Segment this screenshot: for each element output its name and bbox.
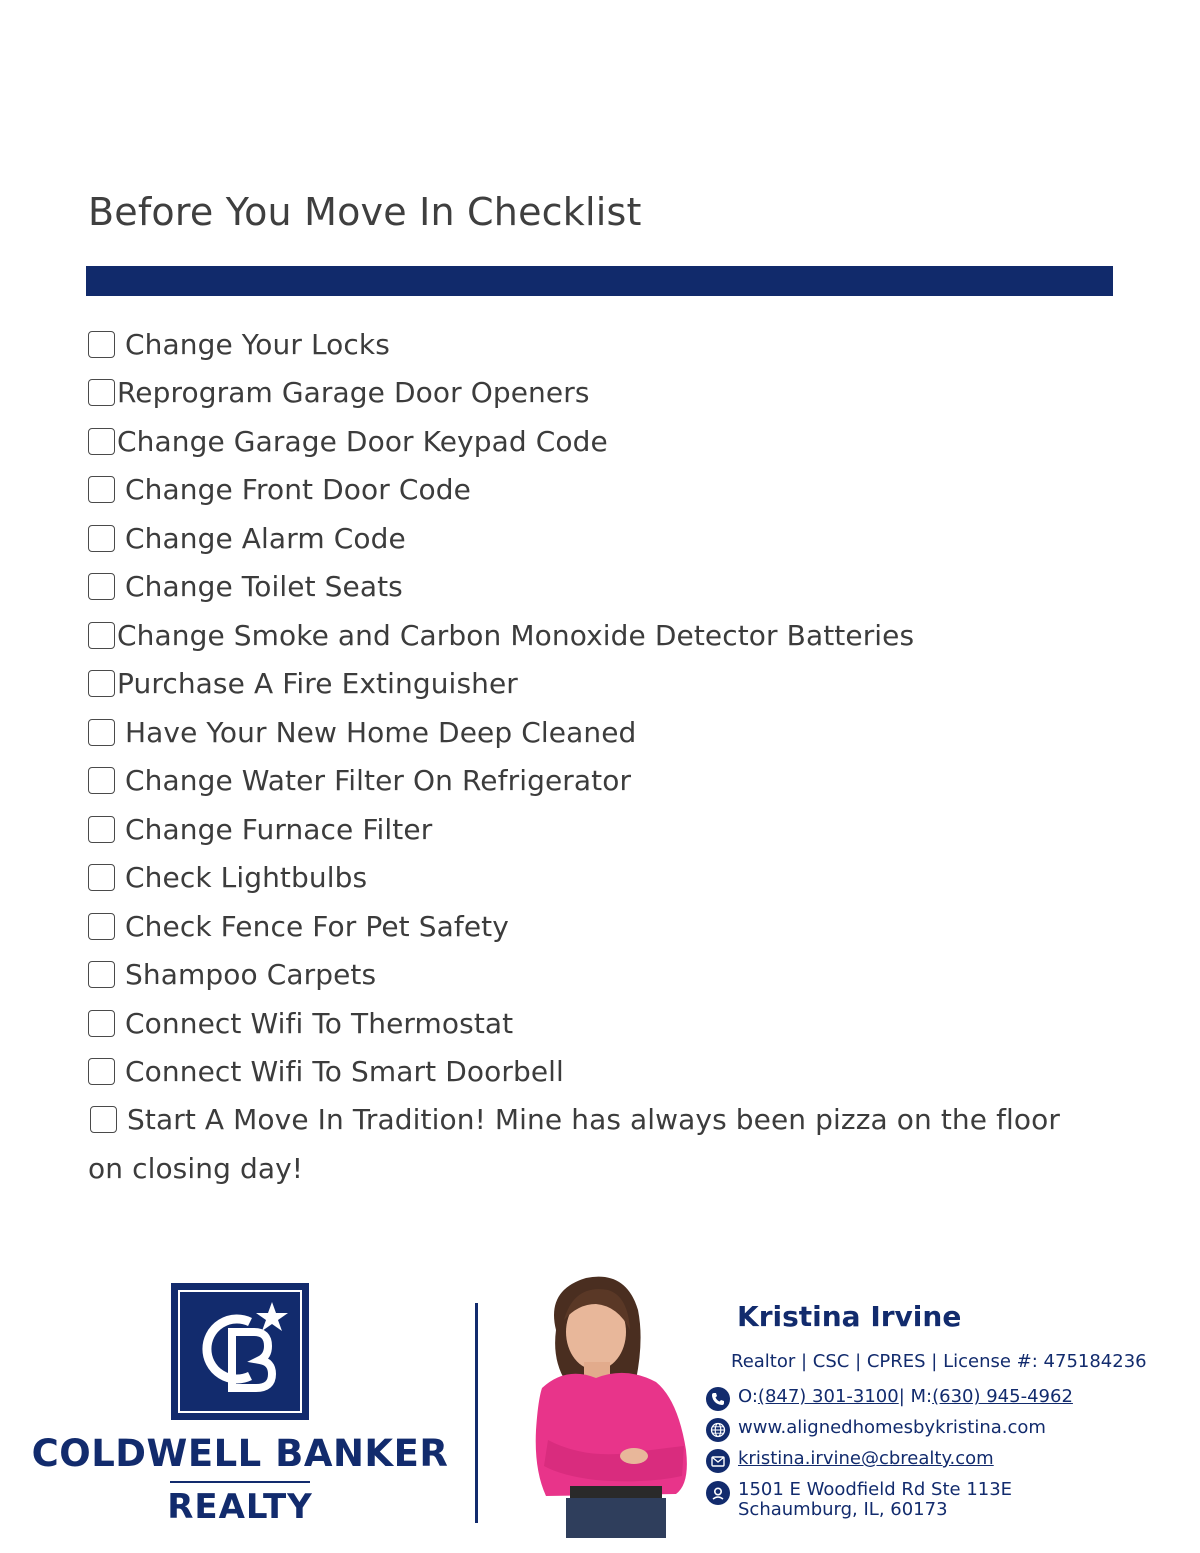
checklist-item-label: Check Lightbulbs: [125, 861, 368, 895]
checklist-item[interactable]: [88, 951, 1128, 1000]
checkbox[interactable]: [88, 525, 115, 552]
checkbox[interactable]: [88, 864, 115, 891]
agent-credentials: Realtor | CSC | CPRES | License #: 475184236: [731, 1351, 1147, 1372]
checklist-item[interactable]: [88, 757, 1128, 806]
checklist-item-label: Purchase A Fire Extinguisher: [117, 667, 518, 701]
checklist-item-label: Change Toilet Seats: [125, 570, 403, 604]
address-row: [706, 1480, 1012, 1520]
mobile-prefix: | M:: [898, 1386, 933, 1407]
agent-photo: [526, 1270, 696, 1538]
checkbox[interactable]: [88, 767, 115, 794]
brand-name: COLDWELL BANKER: [31, 1432, 449, 1475]
address-line1: 1501 E Woodfield Rd Ste 113E: [738, 1479, 1013, 1500]
checkbox[interactable]: [88, 1058, 115, 1085]
checklist-item[interactable]: [88, 466, 1128, 515]
checkbox[interactable]: [88, 573, 115, 600]
checklist-item[interactable]: [88, 854, 1128, 903]
checkbox[interactable]: [88, 331, 115, 358]
checkbox[interactable]: [88, 428, 115, 455]
checkbox[interactable]: [88, 719, 115, 746]
checkbox[interactable]: [88, 622, 115, 649]
checkbox[interactable]: [88, 379, 115, 406]
checkbox[interactable]: [88, 816, 115, 843]
page-title: Before You Move In Checklist: [88, 190, 642, 234]
checklist-item[interactable]: [88, 708, 1128, 757]
website-link[interactable]: www.alignedhomesbykristina.com: [738, 1417, 1046, 1438]
phone-row: [706, 1386, 1073, 1411]
checklist-item-label: Change Furnace Filter: [125, 812, 433, 846]
checkbox[interactable]: [88, 670, 115, 697]
globe-icon: [706, 1418, 730, 1442]
checklist-item-label: Change Your Locks: [125, 327, 390, 361]
email-link[interactable]: kristina.irvine@cbrealty.com: [738, 1448, 994, 1469]
address-line2: Schaumburg, IL, 60173: [738, 1499, 948, 1520]
checklist-item-label: Change Garage Door Keypad Code: [117, 424, 608, 458]
phone-icon: [706, 1387, 730, 1411]
checkbox[interactable]: [88, 961, 115, 988]
checklist-item[interactable]: [88, 369, 1128, 418]
checklist-item[interactable]: [88, 999, 1128, 1048]
checklist-item-label: Connect Wifi To Smart Doorbell: [125, 1055, 564, 1089]
checklist-item-label: Have Your New Home Deep Cleaned: [125, 715, 637, 749]
checklist-item-label: Check Fence For Pet Safety: [125, 909, 509, 943]
checklist-item-label: Change Alarm Code: [125, 521, 406, 555]
footer-divider: [475, 1303, 478, 1523]
agent-name: Kristina Irvine: [737, 1300, 962, 1333]
location-pin-icon: [706, 1481, 730, 1505]
website-row: [706, 1417, 1046, 1442]
checklist-item-label: Start A Move In Tradition! Mine has always been pizza on the floor: [127, 1103, 1060, 1136]
checklist-item[interactable]: [88, 902, 1128, 951]
move-in-checklist: [88, 320, 1128, 1185]
mobile-phone-link[interactable]: (630) 945-4962: [932, 1386, 1073, 1407]
mail-icon: [706, 1449, 730, 1473]
checklist-item[interactable]: [88, 320, 1128, 369]
coldwell-banker-logo: [171, 1283, 309, 1420]
checklist-item-label: Change Smoke and Carbon Monoxide Detector Batteries: [117, 618, 915, 652]
checklist-item[interactable]: [88, 611, 1128, 660]
checkbox[interactable]: [88, 1010, 115, 1037]
checklist-item-label-continued: on closing day!: [88, 1151, 304, 1185]
checklist-item[interactable]: [88, 805, 1128, 854]
checklist-item[interactable]: [88, 563, 1128, 612]
checkbox[interactable]: [88, 913, 115, 940]
email-row: [706, 1448, 994, 1473]
checklist-item[interactable]: [88, 1096, 1128, 1185]
brand-rule: [170, 1481, 310, 1483]
checkbox[interactable]: [88, 476, 115, 503]
brand-subname: REALTY: [167, 1487, 313, 1527]
checklist-item-label: Change Water Filter On Refrigerator: [125, 764, 632, 798]
checklist-item-label: Change Front Door Code: [125, 473, 471, 507]
title-divider-bar: [86, 266, 1113, 296]
checklist-item[interactable]: [88, 660, 1128, 709]
checklist-item-label: Reprogram Garage Door Openers: [117, 376, 590, 410]
office-phone-link[interactable]: (847) 301-3100: [757, 1386, 899, 1407]
checkbox[interactable]: [90, 1106, 117, 1133]
office-prefix: O:: [738, 1386, 758, 1407]
checklist-item[interactable]: [88, 417, 1128, 466]
checklist-item[interactable]: [88, 1048, 1128, 1097]
checklist-item[interactable]: [88, 514, 1128, 563]
checklist-item-label: Shampoo Carpets: [125, 958, 377, 992]
checklist-item-label: Connect Wifi To Thermostat: [125, 1006, 514, 1040]
